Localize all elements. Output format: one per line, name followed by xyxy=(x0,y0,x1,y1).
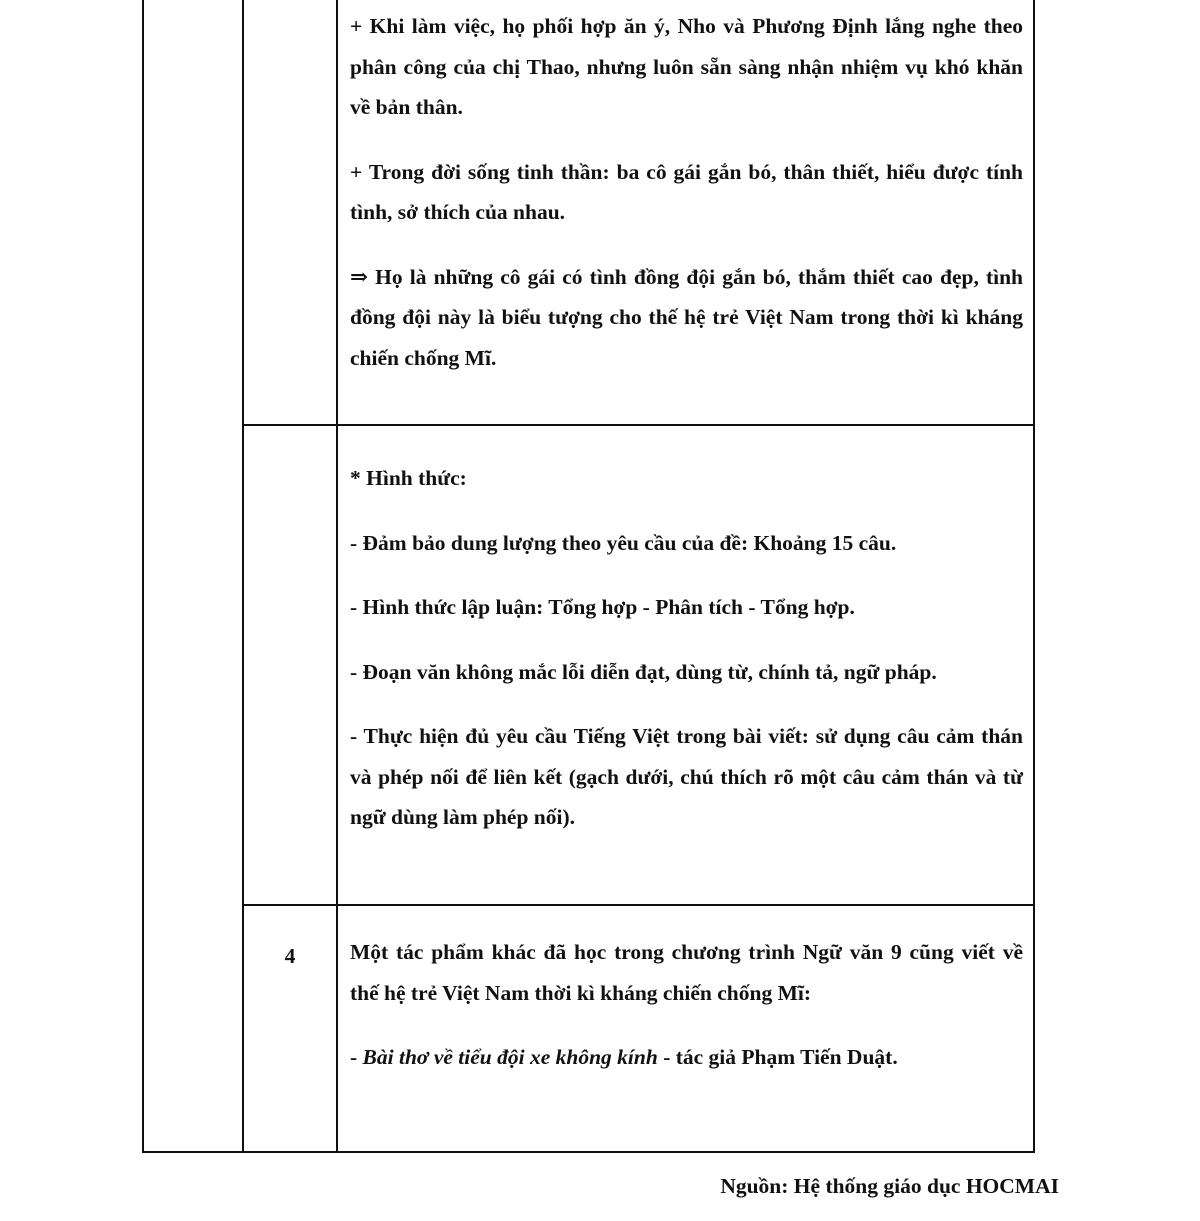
answer-table xyxy=(142,0,1035,1153)
form-requirement-argument: - Hình thức lập luận: Tổng hợp - Phân tích - Tổng hợp. xyxy=(350,595,855,619)
table-row xyxy=(143,0,1034,425)
question-number-cell xyxy=(243,425,337,905)
paragraph-teamwork: + Khi làm việc, họ phối hợp ăn ý, Nho và Phương Định lắng nghe theo phân công của chị Thao, nhưng luôn sẵn sàng nhận nhiệm vụ khó khăn về bản thân. xyxy=(350,14,1023,119)
work-title: Bài thơ về tiểu đội xe không kính xyxy=(362,1045,658,1069)
paragraph-other-work: Một tác phẩm khác đã học trong chương trình Ngữ văn 9 cũng viết về thế hệ trẻ Việt Nam thời kì kháng chiến chống Mĩ: xyxy=(350,940,1023,1005)
form-requirement-vietnamese: - Thực hiện đủ yêu cầu Tiếng Việt trong bài viết: sử dụng câu cảm thán và phép nối để liên kết (gạch dưới, chú thích rõ một câu cảm thán và từ ngữ dùng làm phép nối). xyxy=(350,724,1023,829)
paragraph-conclusion: ⇒ Họ là những cô gái có tình đồng đội gắn bó, thắm thiết cao đẹp, tình đồng đội này là biểu tượng cho thế hệ trẻ Việt Nam trong thời kì kháng chiến chống Mĩ. xyxy=(350,264,1023,370)
table-row xyxy=(143,905,1034,1152)
source-credit: Nguồn: Hệ thống giáo dục HOCMAI xyxy=(720,1174,1059,1198)
form-requirement-length: - Đảm bảo dung lượng theo yêu cầu của đề: Khoảng 15 câu. xyxy=(350,530,897,555)
table-row xyxy=(143,425,1034,905)
form-heading: * Hình thức: xyxy=(350,466,467,490)
question-part-cell xyxy=(143,0,243,1152)
answer-content-cell xyxy=(337,425,1034,905)
work-prefix: - xyxy=(350,1045,363,1069)
answer-content-cell xyxy=(337,0,1034,425)
paragraph-spiritual-life: + Trong đời sống tinh thần: ba cô gái gắn bó, thân thiết, hiểu được tính tình, sở thích của nhau. xyxy=(350,159,1023,224)
answer-content-cell xyxy=(337,905,1034,1152)
question-number-cell xyxy=(243,0,337,425)
question-number-cell: 4 xyxy=(243,905,337,1152)
paragraph-work-title xyxy=(350,1037,1023,1078)
form-requirement-errors: - Đoạn văn không mắc lỗi diễn đạt, dùng từ, chính tả, ngữ pháp. xyxy=(350,659,937,684)
work-author: - tác giả Phạm Tiến Duật. xyxy=(657,1045,898,1069)
